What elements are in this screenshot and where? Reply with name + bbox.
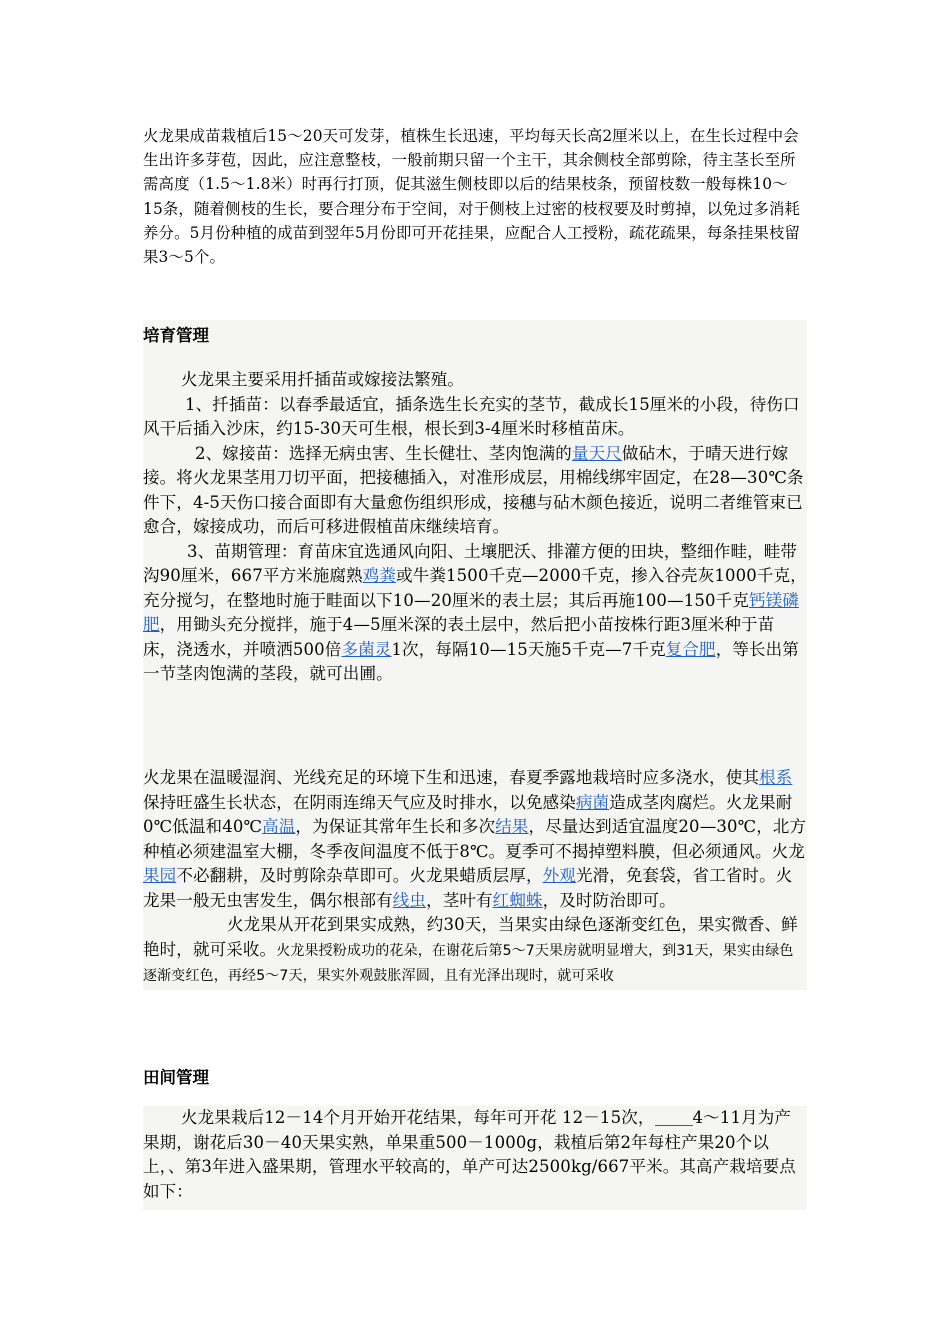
link-carbendazim[interactable]: 多菌灵 (341, 639, 392, 659)
section-heading-cultivation: 培育管理 (143, 326, 209, 345)
link-compound-fertilizer[interactable]: 复合肥 (665, 639, 716, 659)
harvest-note: 火龙果授粉成功的花朵，在谢花后第5～7天果房就明显增大，到31天，果实由绿色逐渐变红色，再经5～7天，果实外观鼓胀浑圆，且有光泽出现时，就可采收 (143, 942, 794, 984)
link-chicken-manure[interactable]: 鸡粪 (362, 566, 397, 585)
link-calcium-magnesium-phosphate[interactable]: 钙镁磷肥 (143, 590, 799, 634)
field-paragraph: 火龙果栽后12－14个月开始开花结果，每年可开花 12－15次， 4～11月为产果期，谢花后30－40天果实熟，单果重500－1000g，栽植后第2年每柱产果20个以上，、第3年进入盛果期，管理水平较高的，单产可达2500kg/667平米。其高产栽培要点如下： (143, 1108, 796, 1201)
cultivation-intro: 火龙果主要采用扦插苗或嫁接法繁殖。 (181, 370, 465, 389)
link-root-system[interactable]: 根系 (759, 768, 793, 787)
link-nematode[interactable]: 线虫 (392, 890, 427, 910)
link-liangtianchi[interactable]: 量天尺 (571, 443, 622, 463)
link-red-spider[interactable]: 红蜘蛛 (492, 890, 543, 910)
link-orchard[interactable]: 果园 (143, 866, 177, 885)
intro-paragraph: 火龙果成苗栽植后15～20天可发芽，植株生长迅速，平均每天长高2厘米以上，在生长过程中会生出许多芽苞，因此，应注意整枝，一般前期只留一个主干，其余侧枝全部剪除，待主茎长至所需高度（1.5～1.8米）时再行打顶，促其滋生侧枝即以后的结果枝条，预留枝数一般每株10～15条，随着侧枝的生长，要合理分布于空间，对于侧枝上过密的枝杈要及时剪掉，以免过多消耗养分。5月份种植的成苗到翌年5月份即可开花挂果，应配合人工授粉，疏花疏果，每条挂果枝留果3～5个。 (143, 127, 801, 267)
environment-paragraph: 火龙果在温暖湿润、光线充足的环境下生和迅速，春夏季露地栽培时应多浇水，使其根系保持旺盛生长状态，在阴雨连绵天气应及时排水，以免感染病菌造成茎肉腐烂。火龙果耐0℃低温和40℃高温，为保证其常年生长和多次结果，尽量达到适宜温度20—30℃，北方种植必须建温室大棚，冬季夜间温度不低于8℃。夏季可不揭掉塑料膜，但必须通风。火龙果园不必翻耕，及时剪除杂草即可。火龙果蜡质层厚，外观光滑，免套袋，省工省时。火龙果一般无虫害发生，偶尔根部有线虫，茎叶有红蜘蛛，及时防治即可。 (143, 768, 807, 910)
link-pathogen[interactable]: 病菌 (575, 792, 610, 812)
cultivation-cutting-paragraph: 1、扦插苗：以春季最适宜，插条选生长充实的茎节，截成长15厘米的小段，待伤口风干后插入沙床，约15-30天可生根，根长到3-4厘米时移植苗床。 (143, 394, 800, 438)
cultivation-section (143, 368, 807, 687)
harvest-paragraph: 火龙果从开花到果实成熟，约30天，当果实由绿色逐渐变红色，果实微香、鲜艳时，就可采收。火龙果授粉成功的花朵，在谢花后第5～7天果房就明显增大，到31天，果实由绿色逐渐变红色，再经5～7天，果实外观鼓胀浑圆，且有光泽出现时，就可采收 (143, 915, 798, 984)
link-fruiting[interactable]: 结果 (495, 817, 529, 836)
cultivation-grafting-paragraph: 2、嫁接苗：选择无病虫害、生长健壮、茎肉饱满的量天尺做砧木，于晴天进行嫁接。将火龙果茎用刀切平面，把接穗插入，对准形成层，用棉线绑牢固定，在28—30℃条件下，4-5天伤口接合面即有大量愈伤组织形成，接穗与砧木颜色接近，说明二者维管束已愈合，嫁接成功，而后可移进假植苗床继续培育。 (143, 443, 804, 536)
environment-section (143, 766, 807, 989)
link-appearance[interactable]: 外观 (542, 866, 576, 885)
section-heading-field: 田间管理 (143, 1068, 209, 1087)
field-section (143, 1106, 807, 1204)
blank-underline (655, 1109, 693, 1126)
cultivation-seedling-paragraph: 3、苗期管理：育苗床宜选通风向阳、土壤肥沃、排灌方便的田块，整细作畦，畦带沟90厘米，667平方米施腐熟鸡粪或牛粪1500千克—2000千克，掺入谷壳灰1000千克，充分搅匀，在整地时施于畦面以下10—20厘米的表土层；其后再施100—150千克钙镁磷肥，用锄头充分搅拌，施于4—5厘米深的表土层中，然后把小苗按株行距3厘米种于苗床，浇透水，并喷洒500倍多菌灵1次，每隔10—15天施5千克—7千克复合肥，等长出第一节茎肉饱满的茎段，就可出圃。 (143, 541, 807, 683)
link-high-temperature[interactable]: 高温 (262, 817, 296, 836)
